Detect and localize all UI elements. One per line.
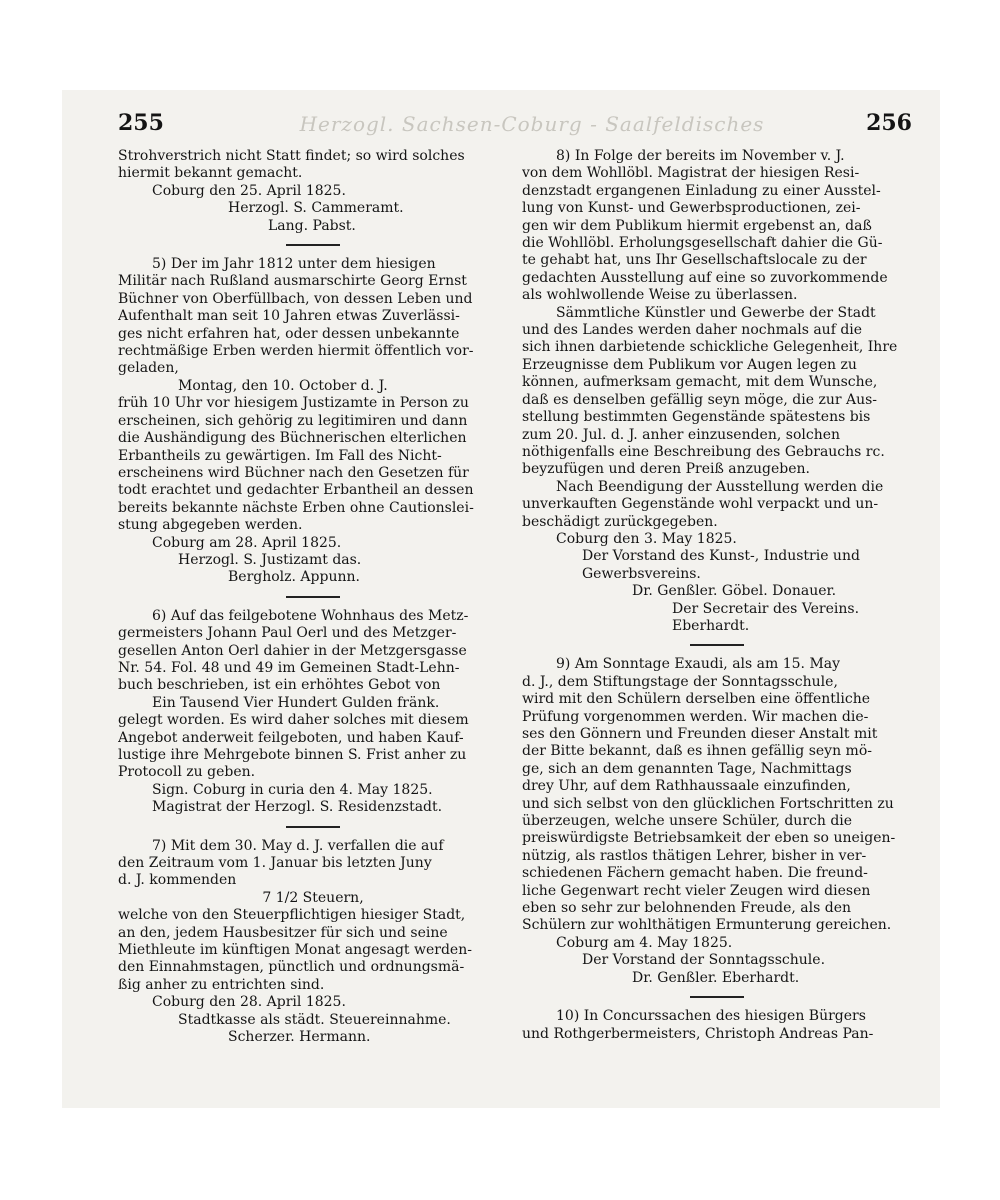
text-line: welche von den Steuerpflichtigen hiesiger Stadt, — [118, 907, 466, 924]
text-line: Der Secretair des Vereins. — [672, 600, 860, 617]
text-line: unverkauften Gegenstände wohl verpackt und un- — [522, 496, 879, 513]
text-line: Nr. 54. Fol. 48 und 49 im Gemeinen Stadt-Lehn- — [118, 659, 460, 676]
text-line: und des Landes werden daher nochmals auf die — [522, 322, 863, 339]
text-line: nöthigenfalls eine Beschreibung des Gebrauchs rc. — [522, 443, 885, 460]
text-line: Erbantheils zu gewärtigen. Im Fall des Nicht- — [118, 447, 442, 464]
text-line: Sign. Coburg in curia den 4. May 1825. — [152, 781, 433, 798]
section-divider — [286, 596, 340, 598]
scanned-page — [62, 90, 940, 1108]
text-line: daß es denselben gefällig seyn möge, die zur Aus- — [522, 391, 878, 408]
text-line: todt erachtet und gedachter Erbantheil an dessen — [118, 482, 474, 499]
text-line: zum 20. Jul. d. J. anher einzusenden, solchen — [522, 426, 841, 443]
text-line: die Aushändigung des Büchnerischen elterlichen — [118, 430, 467, 447]
text-line: 6) Auf das feilgebotene Wohnhaus des Metz- — [152, 607, 469, 624]
text-line: früh 10 Uhr vor hiesigem Justizamte in Person zu — [118, 395, 469, 412]
text-line: die Wohllöbl. Erholungsgesellschaft dahier die Gü- — [522, 235, 883, 252]
text-line: Magistrat der Herzogl. S. Residenzstadt. — [152, 799, 443, 816]
text-line: Coburg am 28. April 1825. — [152, 534, 342, 551]
text-line: und sich selbst von den glücklichen Fortschritten zu — [522, 795, 894, 812]
text-line: Schülern zur wohlthätigen Ermunterung gereichen. — [522, 917, 892, 934]
text-line: stellung bestimmten Gegenstände spätestens bis — [522, 409, 871, 426]
section-divider — [690, 996, 744, 998]
text-line: 10) In Concurssachen des hiesigen Bürgers — [556, 1008, 866, 1025]
text-line: liche Gegenwart recht vieler Zeugen wird diesen — [522, 882, 871, 899]
text-line: preiswürdigste Betriebsamkeit der eben so uneigen- — [522, 830, 896, 847]
text-line: Dr. Genßler. Göbel. Donauer. — [632, 583, 837, 600]
text-line: germeisters Johann Paul Oerl und des Metzger- — [118, 625, 457, 642]
text-line: beschädigt zurückgegeben. — [522, 513, 718, 530]
text-line: Coburg den 28. April 1825. — [152, 994, 346, 1011]
text-line: wird mit den Schülern derselben eine öffentliche — [522, 691, 871, 708]
page-number-right: 256 — [866, 110, 912, 136]
text-line: Gewerbsvereins. — [582, 565, 701, 582]
text-line: und Rothgerbermeisters, Christoph Andreas Pan- — [522, 1025, 874, 1042]
text-line: gesellen Anton Oerl dahier in der Metzgersgasse — [118, 642, 467, 659]
text-line: hiermit bekannt gemacht. — [118, 165, 303, 182]
text-line: erscheinen, sich gehörig zu legitimiren und dann — [118, 412, 468, 429]
text-line: als wohlwollende Weise zu überlassen. — [522, 287, 798, 304]
text-line: Erzeugnisse dem Publikum vor Augen legen zu — [522, 356, 857, 373]
text-line: d. J., dem Stiftungstage der Sonntagsschule, — [522, 673, 838, 690]
text-line: gedachten Ausstellung auf eine so zuvorkommende — [522, 269, 888, 286]
text-line: stung abgegeben werden. — [118, 517, 303, 534]
text-line: überzeugen, welche unsere Schüler, durch die — [522, 813, 853, 830]
text-line: Strohverstrich nicht Statt findet; so wird solches — [118, 148, 465, 164]
text-line: geladen, — [118, 360, 179, 377]
text-line: den Zeitraum vom 1. Januar bis letzten Juny — [118, 855, 432, 872]
text-line: Angebot anderweit feilgeboten, und haben Kauf- — [118, 729, 464, 746]
text-line: Coburg den 25. April 1825. — [152, 182, 346, 199]
text-line: denzstadt ergangenen Einladung zu einer Ausstel- — [522, 182, 881, 199]
bleed-through-header: Herzogl. Sachsen-Coburg - Saalfeldisches — [299, 112, 765, 136]
text-line: Protocoll zu geben. — [118, 764, 256, 781]
text-line: 8) In Folge der bereits im November v. J. — [556, 148, 845, 164]
text-line: gelegt worden. Es wird daher solches mit diesem — [118, 712, 469, 729]
text-line: Militär nach Rußland ausmarschirte Georg Ernst — [118, 273, 467, 290]
text-line: ge, sich an dem genannten Tage, Nachmittags — [522, 760, 852, 777]
text-line: ges nicht erfahren hat, oder dessen unbekannte — [118, 325, 460, 342]
text-line: Miethleute im künftigen Monat angesagt werden- — [118, 942, 472, 959]
text-line: buch beschrieben, ist ein erhöhtes Gebot von — [118, 677, 441, 694]
text-line: bereits bekannte nächste Erben ohne Cautionslei- — [118, 499, 474, 516]
page-number-left: 255 — [118, 110, 164, 136]
text-line: sich ihnen darbietende schickliche Gelegenheit, Ihre — [522, 339, 898, 356]
text-line: gen wir dem Publikum hiermit ergebenst an, daß — [522, 217, 872, 234]
text-line: Aufenthalt man seit 10 Jahren etwas Zuverlässi- — [118, 308, 460, 325]
text-line: von dem Wohllöbl. Magistrat der hiesigen Resi- — [522, 165, 860, 182]
text-line: ses den Gönnern und Freunden dieser Anstalt mit — [522, 726, 878, 742]
text-line: drey Uhr, auf dem Rathhaussaale einzufinden, — [522, 778, 851, 795]
text-line: Lang. Pabst. — [268, 217, 356, 234]
text-line: rechtmäßige Erben werden hiermit öffentlich vor- — [118, 343, 474, 360]
text-line: den Einnahmstagen, pünctlich und ordnungsmä- — [118, 959, 465, 976]
text-line: Nach Beendigung der Ausstellung werden die — [556, 478, 884, 495]
text-line: eben so sehr zur belohnenden Freude, als den — [522, 900, 852, 917]
text-line: Dr. Genßler. Eberhardt. — [632, 969, 800, 986]
text-line: können, aufmerksam gemacht, mit dem Wunsche, — [522, 374, 878, 391]
text-line: nützig, als rastlos thätigen Lehrer, bisher in ver- — [522, 847, 867, 864]
text-line: erscheinens wird Büchner nach den Gesetzen für — [118, 464, 469, 481]
text-line: Büchner von Oberfüllbach, von dessen Leben und — [118, 290, 473, 307]
text-line: beyzufügen und deren Preiß anzugeben. — [522, 461, 810, 478]
text-line: an den, jedem Hausbesitzer für sich und seine — [118, 924, 448, 941]
section-divider — [690, 644, 744, 646]
text-line: d. J. kommenden — [118, 872, 237, 889]
text-line: Der Vorstand des Kunst-, Industrie und — [582, 548, 860, 565]
text-line: Sämmtliche Künstler und Gewerbe der Stadt — [556, 304, 876, 321]
text-line: Eberhardt. — [672, 617, 750, 634]
text-line: Coburg am 4. May 1825. — [556, 934, 733, 951]
section-divider — [286, 244, 340, 246]
text-line: ßig anher zu entrichten sind. — [118, 976, 325, 993]
text-line: Prüfung vorgenommen werden. Wir machen die- — [522, 708, 869, 725]
right-column — [522, 148, 912, 1043]
text-line: Der Vorstand der Sonntagsschule. — [582, 952, 826, 969]
text-line: schiedenen Fächern gemacht haben. Die freund- — [522, 865, 868, 882]
section-divider — [286, 826, 340, 828]
text-line: Ein Tausend Vier Hundert Gulden fränk. — [152, 694, 440, 711]
text-line: Herzogl. S. Justizamt das. — [178, 551, 362, 568]
text-line: Scherzer. Hermann. — [228, 1029, 371, 1046]
text-line: Montag, den 10. October d. J. — [178, 377, 388, 394]
text-line: 7) Mit dem 30. May d. J. verfallen die auf — [152, 837, 444, 854]
text-line: Stadtkasse als städt. Steuereinnahme. — [178, 1011, 451, 1028]
text-line: 5) Der im Jahr 1812 unter dem hiesigen — [152, 256, 436, 273]
text-line: lung von Kunst- und Gewerbsproductionen, zei- — [522, 200, 861, 217]
text-line: Coburg den 3. May 1825. — [556, 530, 737, 547]
text-line: te gehabt hat, uns Ihr Gesellschaftslocale zu der — [522, 252, 867, 269]
text-line: Bergholz. Appunn. — [228, 569, 360, 586]
text-line: Herzogl. S. Cammeramt. — [228, 200, 404, 217]
text-line: lustige ihre Mehrgebote binnen S. Frist anher zu — [118, 747, 467, 763]
left-column — [118, 148, 508, 1047]
text-line: der Bitte bekannt, daß es ihnen gefällig seyn mö- — [522, 743, 872, 760]
text-line: 7 1/2 Steuern, — [262, 889, 364, 906]
text-line: 9) Am Sonntage Exaudi, als am 15. May — [556, 656, 841, 673]
